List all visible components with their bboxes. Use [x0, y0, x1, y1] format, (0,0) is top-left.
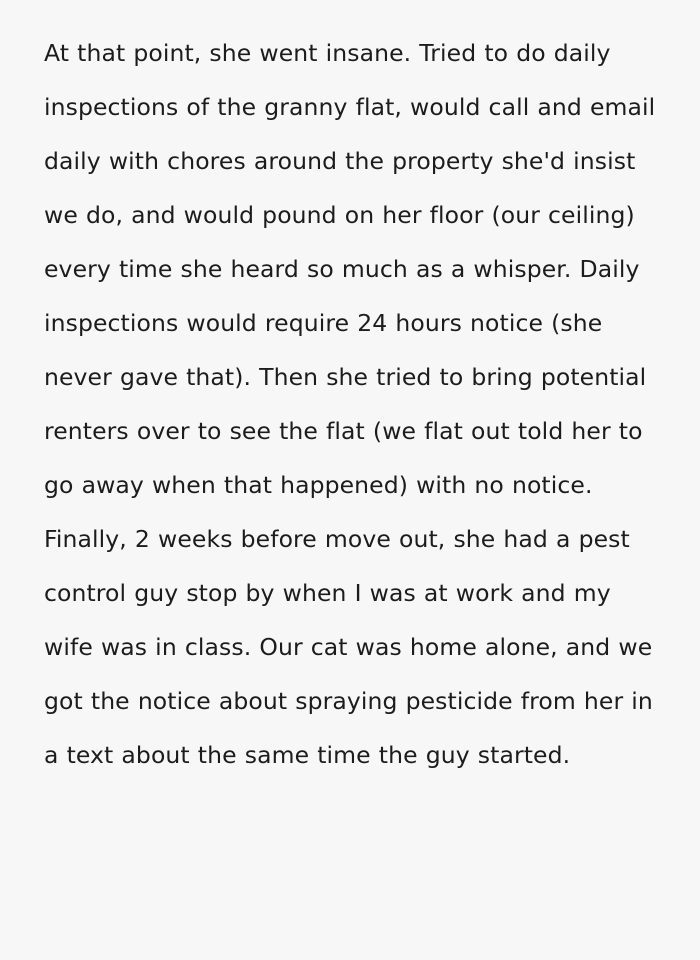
story-paragraph: At that point, she went insane. Tried to do daily inspections of the granny flat, would call and email daily with chores around the property she'd insist we do, and would pound on her floor (our ceiling) every time she heard so much as a whisper. Daily inspections would require 24 hours notice (she never gave that). Then she tried to bring potential renters over to see the flat (we flat out told her to go away when that happened) with no notice. Finally, 2 weeks before move out, she had a pest control guy stop by when I was at work and my wife was in class. Our cat was home alone, and we got the notice about spraying pesticide from her in a text about the same time the guy started. — [44, 39, 664, 769]
